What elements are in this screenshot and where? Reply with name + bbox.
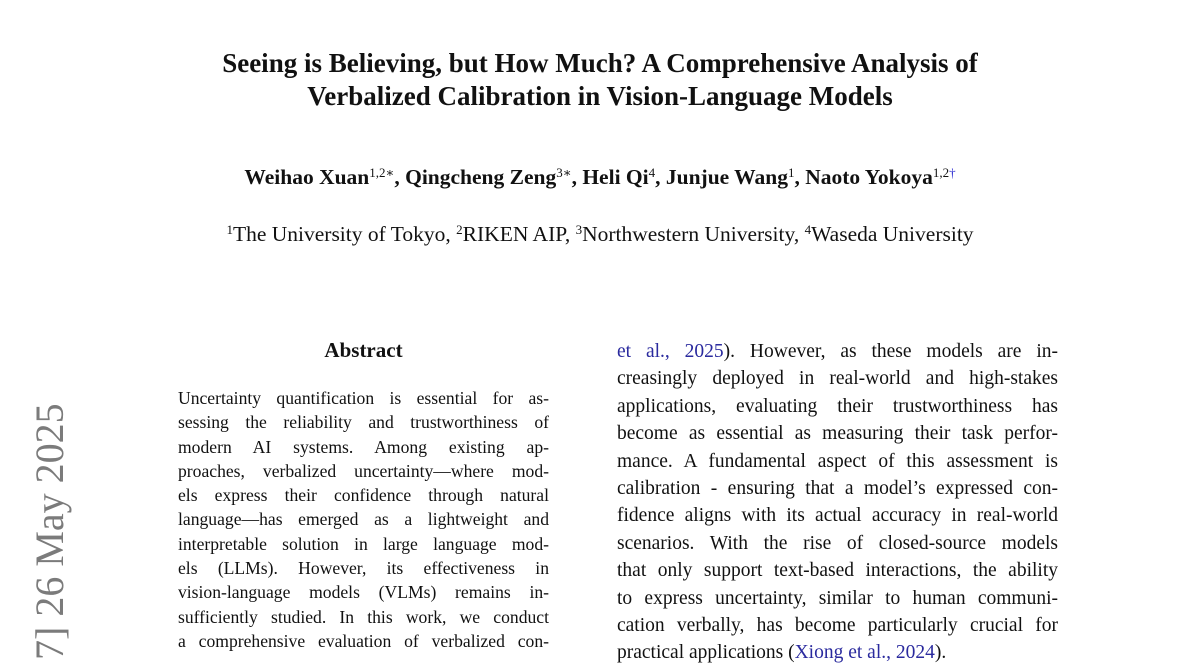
affiliation-mark: 1 [226,222,233,237]
abstract-line: interpretable solution in large language mod- [178,533,549,554]
affiliation-name: RIKEN AIP [462,222,565,246]
abstract-heading: Abstract [324,338,403,362]
author-list [0,160,1200,194]
body-line: to express uncertainty, similar to human communi- [617,587,1058,609]
abstract-line: sessing the reliability and trustworthiness of [178,412,549,433]
affiliation-mark: 3 [575,222,583,237]
abstract-line: sufficiently studied. In this work, we conduct [178,606,549,627]
separator: , [655,165,666,189]
author-name: Qingcheng Zeng [405,165,557,189]
separator: , [564,222,576,246]
body-line [617,338,1058,365]
citation-link[interactable]: et al., 2025 [617,341,724,362]
affiliation-name: The University of Tokyo [232,222,446,246]
abstract-line: a comprehensive evaluation of verbalized con- [178,630,549,651]
author-name: Heli Qi [582,165,649,189]
affiliation-name: Waseda University [811,222,974,246]
author-name: Naoto Yokoya [805,165,933,189]
separator: , [394,165,406,189]
body-line: calibration - ensuring that a model’s expressed con- [617,478,1058,500]
body-line: mance. A fundamental aspect of this assessment is [617,450,1058,472]
abstract-line: modern AI systems. Among existing ap- [178,436,549,457]
author-affiliation-mark: 1 [787,165,795,180]
body-line: become as essential as measuring their task perfor- [617,423,1058,445]
body-line: that only support text-based interactions, the ability [617,560,1058,582]
author-name: Junjue Wang [665,165,788,189]
author-affiliation-mark: 3∗ [556,165,572,180]
separator: , [571,165,583,189]
abstract-line: language—has emerged as a lightweight and [178,509,549,530]
separator: , [793,222,805,246]
introduction-body [617,338,1058,667]
body-line: applications, evaluating their trustworthiness has [617,395,1058,417]
author-name: Weihao Xuan [244,165,370,189]
body-text: practical applications ( [617,642,795,664]
separator: , [445,222,457,246]
abstract-line: els (LLMs). However, its effectiveness in [178,558,549,579]
citation-link[interactable]: Xiong et al., 2024 [794,642,935,664]
affiliation-list [0,218,1200,250]
affiliation-mark: 2 [456,222,463,237]
body-line: cation verbally, has become particularly crucial for [617,615,1058,637]
body-text: ). [934,642,947,664]
abstract-line: proaches, verbalized uncertainty—where mod- [178,460,549,481]
abstract-body [178,386,549,653]
body-text: ). However, as these models are in- [723,341,1058,362]
affiliation-name: Northwestern University [582,222,794,246]
abstract-line: vision-language models (VLMs) remains in- [178,582,549,603]
body-line: creasingly deployed in real-world and high-stakes [617,368,1058,390]
author-affiliation-mark: 1,2 [932,165,950,180]
body-line: scenarios. With the rise of closed-source models [617,532,1058,554]
author-affiliation-mark: 1,2∗ [369,165,395,180]
author-affiliation-mark: 4 [648,165,656,180]
abstract-line: Uncertainty quantification is essential for as- [178,388,549,408]
corresponding-author-dagger[interactable]: † [949,165,956,180]
title-line: Seeing is Believing, but How Much? A Comprehensive Analysis of [222,48,978,78]
body-line [617,639,1058,666]
affiliation-mark: 4 [804,222,812,237]
abstract-line: els express their confidence through natural [178,485,549,506]
body-line: fidence aligns with its actual accuracy in real-world [617,505,1058,527]
separator: , [794,165,806,189]
paper-title [0,47,1200,113]
arxiv-stamp: 7] 26 May 2025 [27,403,72,660]
title-line: Verbalized Calibration in Vision-Language Models [307,81,893,111]
